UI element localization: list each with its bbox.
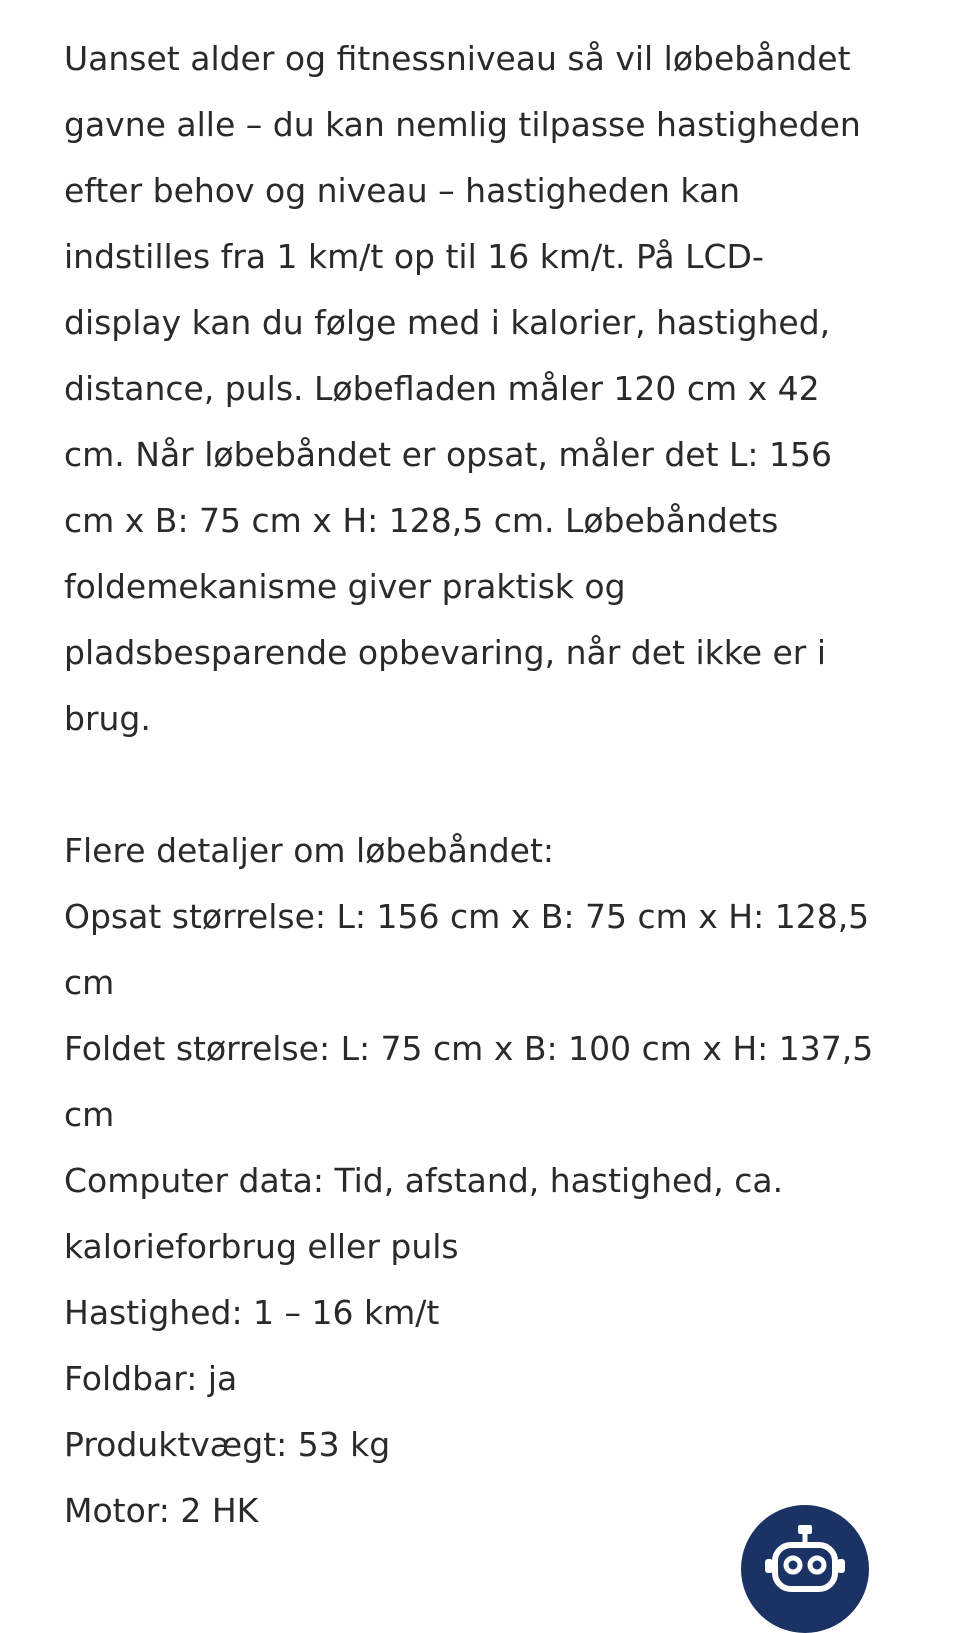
- details-section: [64, 818, 904, 1544]
- detail-line: cm: [64, 1095, 115, 1134]
- paragraph-spacer: [64, 752, 904, 818]
- detail-line: Hastighed: 1 – 16 km/t: [64, 1293, 440, 1332]
- description-line: efter behov og niveau – hastigheden kan: [64, 171, 741, 210]
- description-line: brug.: [64, 699, 151, 738]
- detail-line: kalorieforbrug eller puls: [64, 1227, 459, 1266]
- detail-line: Motor: 2 HK: [64, 1491, 259, 1530]
- chat-widget-button[interactable]: [741, 1505, 869, 1633]
- description-line: pladsbesparende opbevaring, når det ikke er i: [64, 633, 827, 672]
- detail-line: cm: [64, 963, 115, 1002]
- details-heading: Flere detaljer om løbebåndet:: [64, 831, 555, 870]
- detail-line: Foldet størrelse: L: 75 cm x B: 100 cm x H: 137,5: [64, 1029, 874, 1068]
- description-line: display kan du følge med i kalorier, hastighed,: [64, 303, 831, 342]
- description-paragraph: [64, 26, 904, 752]
- description-line: distance, puls. Løbefladen måler 120 cm x 42: [64, 369, 820, 408]
- detail-line: Computer data: Tid, afstand, hastighed, ca.: [64, 1161, 784, 1200]
- detail-line: Foldbar: ja: [64, 1359, 238, 1398]
- description-line: gavne alle – du kan nemlig tilpasse hastigheden: [64, 105, 861, 144]
- description-line: cm. Når løbebåndet er opsat, måler det L: 156: [64, 435, 832, 474]
- product-description: [64, 26, 904, 1544]
- robot-icon: [755, 1519, 855, 1619]
- detail-line: Produktvægt: 53 kg: [64, 1425, 391, 1464]
- description-line: foldemekanisme giver praktisk og: [64, 567, 626, 606]
- description-line: cm x B: 75 cm x H: 128,5 cm. Løbebåndets: [64, 501, 779, 540]
- description-line: indstilles fra 1 km/t op til 16 km/t. På LCD-: [64, 237, 764, 276]
- description-line: Uanset alder og fitnessniveau så vil løbebåndet: [64, 39, 851, 78]
- detail-line: Opsat størrelse: L: 156 cm x B: 75 cm x H: 128,5: [64, 897, 870, 936]
